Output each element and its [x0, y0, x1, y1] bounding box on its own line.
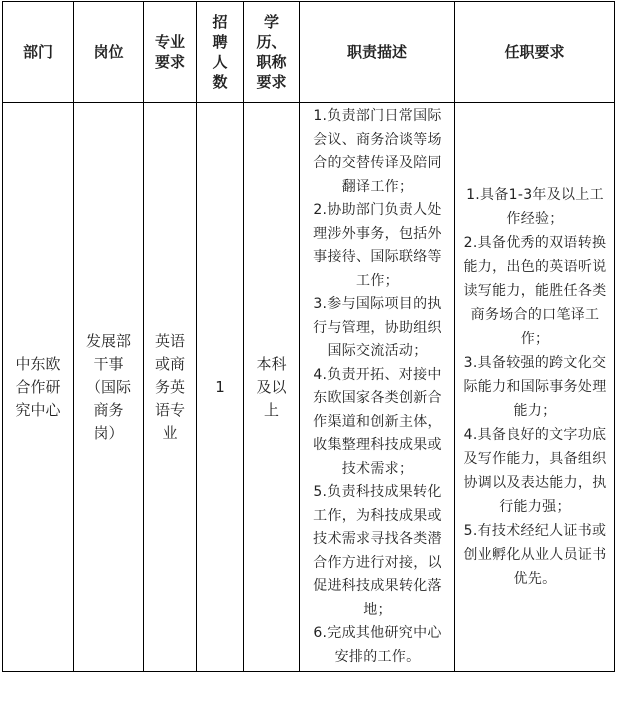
table-row [3, 103, 615, 672]
header-department: 部门 [3, 2, 74, 103]
cell-headcount: 1 [197, 103, 244, 672]
requirement-item: 2.具备优秀的双语转换能力，出色的英语听说读写能力，能胜任各类商务场合的口笔译工作； [463, 235, 607, 347]
header-headcount: 招聘人数 [197, 2, 244, 103]
duty-item: 3.参与国际项目的执行与管理，协助组织国际交流活动； [313, 296, 442, 359]
cell-major: 英语或商务英语专业 [144, 103, 197, 672]
cell-department: 中东欧合作研究中心 [3, 103, 74, 672]
duty-item: 2.协助部门负责人处理涉外事务，包括外事接待、国际联络等工作； [313, 202, 442, 289]
header-row [3, 2, 615, 103]
duty-item: 1.负责部门日常国际会议、商务洽谈等场合的交替传译及陪同翻译工作； [313, 108, 442, 195]
header-education: 学历、职称要求 [244, 2, 300, 103]
cell-requirements [455, 103, 615, 672]
header-major: 专业要求 [144, 2, 197, 103]
header-duties: 职责描述 [300, 2, 455, 103]
cell-position: 发展部干事（国际商务岗） [74, 103, 144, 672]
header-position: 岗位 [74, 2, 144, 103]
requirement-item: 4.具备良好的文字功底及写作能力，具备组织协调以及表达能力，执行能力强； [463, 427, 607, 515]
duty-item: 4.负责开拓、对接中东欧国家各类创新合作渠道和创新主体，收集整理科技成果或技术需求； [313, 366, 442, 477]
recruitment-table [2, 1, 615, 672]
requirement-item: 5.有技术经纪人证书或创业孵化从业人员证书优先。 [463, 523, 607, 587]
cell-duties [300, 103, 455, 672]
requirement-item: 3.具备较强的跨文化交际能力和国际事务处理能力； [463, 355, 607, 419]
header-requirements: 任职要求 [455, 2, 615, 103]
duty-item: 6.完成其他研究中心安排的工作。 [313, 625, 442, 665]
duty-item: 5.负责科技成果转化工作，为科技成果或技术需求寻找各类潜合作方进行对接，以促进科技成果转化落地； [313, 484, 442, 618]
cell-education: 本科及以上 [244, 103, 300, 672]
requirement-item: 1.具备1-3年及以上工作经验； [466, 187, 604, 227]
table-header [3, 2, 615, 103]
